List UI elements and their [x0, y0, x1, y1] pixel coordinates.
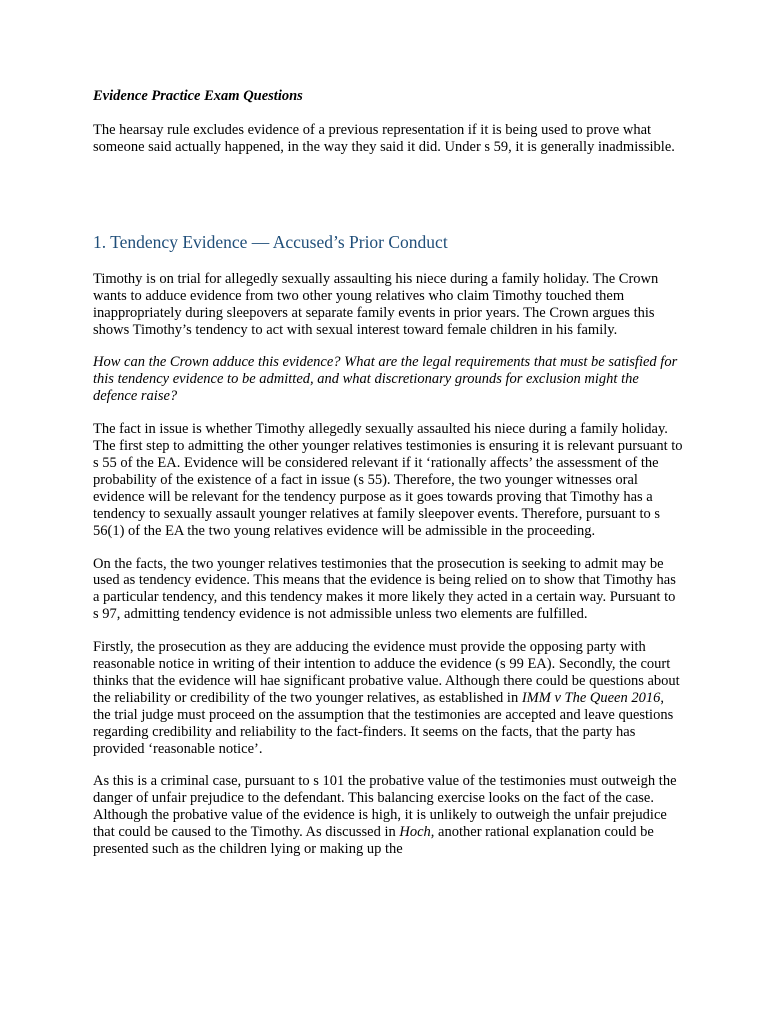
answer-paragraph-prejudice	[93, 773, 683, 858]
section-heading: 1. Tendency Evidence — Accused’s Prior Conduct	[93, 231, 448, 252]
document-title: Evidence Practice Exam Questions	[93, 88, 303, 104]
case-citation-imm: IMM v The Queen 2016	[521, 689, 661, 706]
intro-paragraph: The hearsay rule excludes evidence of a previous representation if it is being used to prove what someone said actually happened, in the way they said it did. Under s 59, it is generally inadmissible.	[93, 122, 675, 155]
case-citation-hoch: Hoch,	[399, 824, 435, 841]
answer-p4-text-b: another rational explanation could be presented such as the children lying or making up the	[93, 824, 654, 858]
answer-p4-text-a: As this is a criminal case, pursuant to s 101 the probative value of the testimonies must outweigh the danger of unfair prejudice to the defendant. This balancing exercise looks on the fact of the case. Although the probative value of the evidence is high, it is unlikely to outweigh the unfair prejudice that could be caused to the Timothy. As discussed in	[93, 773, 677, 841]
answer-paragraph-tendency: On the facts, the two younger relatives testimonies that the prosecution is seeking to admit may be used as tendency evidence. This means that the evidence is being relied on to show that Timothy has a particular tendency, and this tendency makes it more likely they acted in a certain way. Pursuant to s 97, admitting tendency evidence is not admissible unless two elements are fulfilled.	[93, 555, 676, 623]
answer-p3-text-a: Firstly, the prosecution as they are adducing the evidence must provide the opposing party with reasonable notice in writing of their intention to adduce the evidence (s 99 EA). Secondly, the court thinks that the evidence will hae significant probative value. Although there could be questions about the reliability or credibility of the two younger relatives, as established in	[93, 639, 680, 706]
facts-paragraph: Timothy is on trial for allegedly sexually assaulting his niece during a family holiday. The Crown wants to adduce evidence from two other young relatives who claim Timothy touched them inappropriately during sleepovers at separate family events in prior years. The Crown argues this shows Timothy’s tendency to act with sexual interest toward female children in his family.	[93, 270, 659, 338]
document-page	[93, 86, 683, 874]
question-paragraph: How can the Crown adduce this evidence? What are the legal requirements that must be satisfied for this tendency evidence to be admitted, and what discretionary grounds for exclusion might the defence raise?	[93, 354, 678, 405]
answer-p3-text-b: , the trial judge must proceed on the assumption that the testimonies are accepted and leave questions regarding credibility and reliability to the fact-finders. It seems on the facts, that the party has provided ‘reasonable notice’.	[93, 689, 674, 757]
answer-paragraph-relevance: The fact in issue is whether Timothy allegedly sexually assaulted his niece during a family holiday. The first step to admitting the other younger relatives testimonies is ensuring it is relevant pursuant to s 55 of the EA. Evidence will be considered relevant if it ‘rationally affects’ the assessment of the probability of the existence of a fact in issue (s 55). Therefore, the two younger witnesses oral evidence will be relevant for the tendency purpose as it goes towards proving that Timothy has a tendency to sexually assault younger relatives at family sleepover events. Therefore, pursuant to s 56(1) of the EA the two young relatives evidence will be admissible in the proceeding.	[93, 421, 683, 539]
answer-paragraph-notice	[93, 639, 683, 757]
